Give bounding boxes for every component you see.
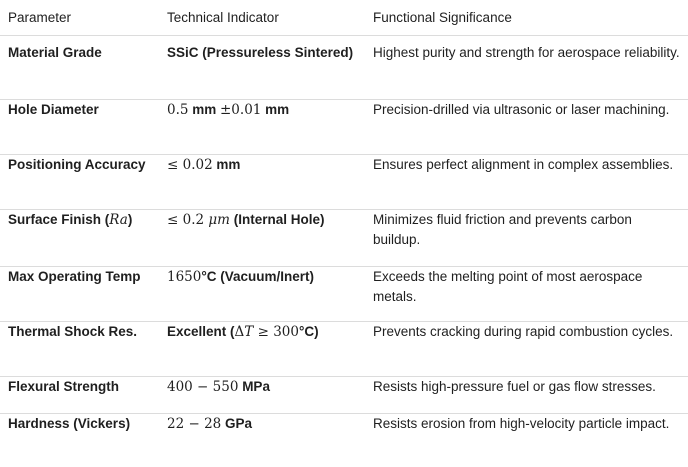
parameter-cell: Hole Diameter — [8, 102, 99, 117]
text-segment: MPa — [238, 379, 270, 394]
indicator-cell — [167, 322, 362, 342]
parameter-cell: Material Grade — [8, 45, 102, 60]
header-parameter: Parameter — [8, 10, 72, 25]
significance-cell: Ensures perfect alignment in complex assemblies. — [373, 157, 674, 172]
parameter-cell: Thermal Shock Res. — [8, 324, 138, 339]
significance-cell: Exceeds the melting point of most aerospace metals. — [373, 269, 643, 304]
significance-cell: Resists high-pressure fuel or gas flow stresses. — [373, 379, 656, 394]
text-segment: Ra — [109, 212, 128, 228]
indicator-cell — [167, 210, 362, 230]
parameter-cell: Hardness (Vickers) — [8, 416, 131, 431]
text-segment: Excellent ( — [167, 324, 235, 339]
text-segment: ≤ 0.02 — [167, 157, 213, 173]
significance-cell: Precision-drilled via ultrasonic or laser machining. — [373, 102, 670, 117]
text-segment: GPa — [221, 416, 253, 431]
parameter-cell — [8, 210, 156, 230]
table-row — [0, 155, 688, 210]
text-segment: ≤ 0.2 — [167, 212, 209, 228]
table-row — [0, 377, 688, 414]
significance-cell: Highest purity and strength for aerospace reliability. — [373, 45, 680, 60]
text-segment: ≥ 300 — [253, 324, 299, 340]
parameter-cell: Positioning Accuracy — [8, 157, 146, 172]
text-segment: 22 − 28 — [167, 416, 222, 432]
text-segment: mm — [188, 102, 220, 117]
significance-cell: Minimizes fluid friction and prevents carbon buildup. — [373, 212, 632, 247]
header-functional-significance: Functional Significance — [373, 10, 512, 25]
parameter-cell: Flexural Strength — [8, 379, 120, 394]
significance-cell: Prevents cracking during rapid combustion cycles. — [373, 324, 674, 339]
significance-cell: Resists erosion from high-velocity particle impact. — [373, 416, 670, 431]
table-row — [0, 267, 688, 322]
text-segment: (Internal Hole) — [229, 212, 325, 227]
parameter-cell: Max Operating Temp — [8, 269, 141, 284]
indicator-cell — [167, 414, 362, 434]
table-row — [0, 210, 688, 267]
table-row — [0, 100, 688, 155]
text-segment: ) — [127, 212, 133, 227]
table-row — [0, 414, 688, 467]
text-segment: 400 − 550 — [167, 379, 239, 395]
text-segment: 0.5 — [167, 102, 189, 118]
text-segment: 1650 — [167, 269, 202, 285]
text-segment: T — [244, 324, 254, 340]
indicator-cell — [167, 155, 362, 175]
text-segment: mm — [261, 102, 290, 117]
indicator-cell — [167, 43, 362, 63]
text-segment: °C) — [298, 324, 319, 339]
text-segment: Δ — [234, 324, 245, 340]
text-segment: °C (Vacuum/Inert) — [201, 269, 315, 284]
text-segment: μm — [208, 212, 230, 228]
text-segment: ±0.01 — [220, 102, 262, 118]
table-header-row — [0, 8, 688, 36]
text-segment: Surface Finish ( — [8, 212, 110, 227]
table-row — [0, 43, 688, 100]
indicator-cell — [167, 100, 362, 120]
header-technical-indicator: Technical Indicator — [167, 10, 279, 25]
table-row — [0, 322, 688, 377]
indicator-cell — [167, 267, 362, 287]
indicator-cell — [167, 377, 362, 397]
text-segment: mm — [212, 157, 241, 172]
text-segment: SSiC (Pressureless Sintered) — [167, 45, 354, 60]
